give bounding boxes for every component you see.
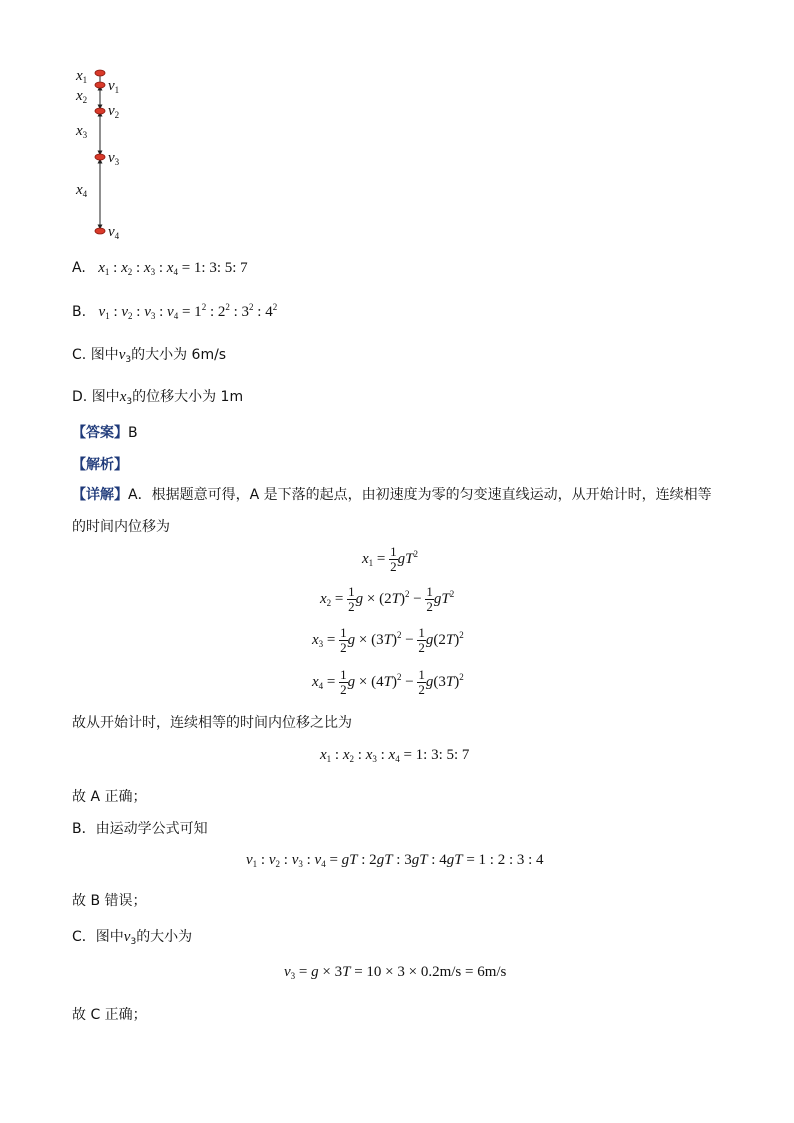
label-x4: $x_4$ (76, 182, 88, 199)
label-x2: $x_2$ (76, 88, 88, 105)
label-v2: $v_2$ (108, 103, 120, 120)
eq-v3: $v_3 = g \times 3T = 10 \times 3 \times 0.2m/s = 6m/s$ (284, 964, 507, 981)
ball-v3 (95, 154, 105, 160)
detail-line1: 【详解】A．根据题意可得，A 是下落的起点，由初速度为零的匀变速直线运动，从开始计时，连续相等 (72, 487, 712, 503)
ball-start (95, 70, 105, 76)
ball-v4 (95, 228, 105, 234)
c-conclusion: 故 C 正确； (72, 1007, 147, 1023)
c-intro: C．图中$v_3$的大小为 (72, 929, 193, 947)
option-d: D. 图中$x_3$的位移大小为 1m (72, 389, 244, 407)
answer-line: 【答案】B (72, 425, 138, 441)
detail-line2: 的时间内位移为 (72, 519, 170, 535)
label-x3: $x_3$ (76, 123, 88, 140)
label-v4: $v_4$ (108, 224, 120, 241)
ball-v1 (95, 82, 105, 88)
option-b: B. $v_1$ : $v_2$ : $v_3$ : $v_4 = 1^2$ : $2^2$ : $3^2$ : $4^2$ (72, 302, 278, 321)
eq-x3: $x_3$ = $\frac{1}{2}$ $g \times (3T)^2$ − $\frac{1}{2}$ $g(2T)^2$ (312, 625, 464, 655)
ratio-intro: 故从开始计时，连续相等的时间内位移之比为 (72, 715, 352, 731)
b-conclusion: 故 B 错误； (72, 893, 147, 909)
eq-x2: $x_2$ = $\frac{1}{2}$ $g \times (2T)^2$ − $\frac{1}{2}$ $gT^2$ (320, 584, 455, 614)
label-v1: $v_1$ (108, 78, 120, 95)
label-x1: $x_1$ (76, 68, 88, 85)
a-conclusion: 故 A 正确； (72, 789, 147, 805)
analysis-label: 【解析】 (72, 457, 128, 473)
eq-ratio-v: $v_1$ : $v_2$ : $v_3$ : $v_4$ = gT : 2gT : 3gT : 4gT = 1 : 2 : 3 : 4 (246, 852, 544, 869)
eq-x1: $x_1$ = $\frac{1}{2}$ $gT^2$ (362, 544, 418, 574)
label-v3: $v_3$ (108, 150, 120, 167)
option-c: C. 图中$v_3$的大小为 6m/s (72, 347, 227, 365)
b-intro: B．由运动学公式可知 (72, 821, 208, 837)
option-a: A. $x_1$ : $x_2$ : $x_3$ : $x_4 = 1$: 3: 5: 7 (72, 260, 248, 277)
ball-v2 (95, 108, 105, 114)
eq-ratio-x: $x_1$ : $x_2$ : $x_3$ : $x_4 = 1$: 3: 5: 7 (320, 747, 470, 764)
eq-x4: $x_4$ = $\frac{1}{2}$ $g \times (4T)^2$ − $\frac{1}{2}$ $g(3T)^2$ (312, 667, 464, 697)
